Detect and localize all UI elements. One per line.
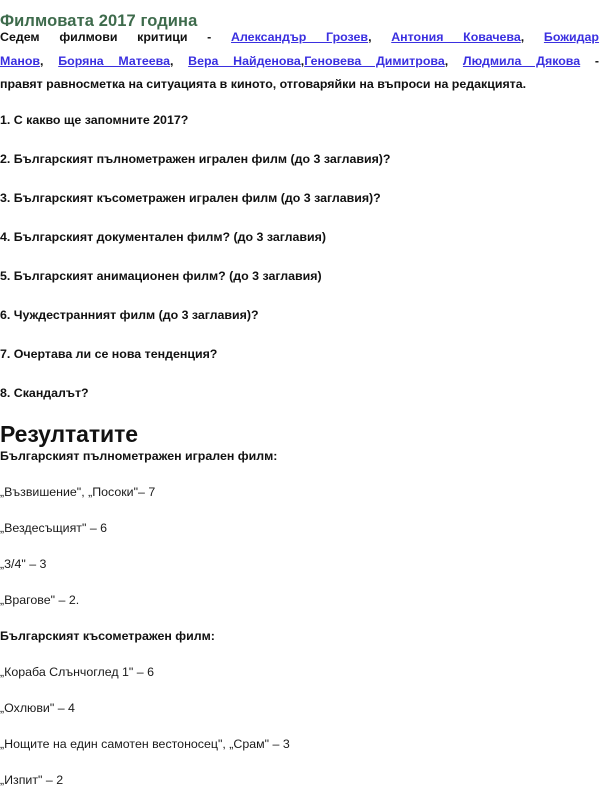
questions-list	[0, 112, 596, 424]
critic-link-2-part[interactable]: Божидар	[543, 30, 599, 44]
critic-link-1[interactable]: Антония Ковачева	[391, 30, 521, 44]
result-entry: „3/4" – 3	[0, 557, 47, 571]
result-entry: „Охлюви" – 4	[0, 701, 75, 715]
critic-link-6[interactable]: Людмила Дякова	[462, 53, 581, 68]
critic-sep-0: ,	[368, 30, 372, 44]
intro-line-1	[0, 26, 599, 50]
critic-sep-3: ,	[169, 53, 174, 68]
question-item: 8. Скандалът?	[0, 386, 89, 400]
question-item: 5. Българският анимационен филм? (до 3 заглавия)	[0, 269, 322, 283]
critic-sep-1: ,	[520, 30, 525, 44]
intro-dash: -	[207, 30, 212, 44]
intro-line-3: правят равносметка на ситуацията в киното, отговаряйки на въпроси на редакцията.	[0, 77, 527, 91]
results-heading: Резултатите	[0, 421, 138, 448]
question-item: 2. Българският пълнометражен игрален филм (до 3 заглавия)?	[0, 152, 391, 166]
question-item: 7. Очертава ли се нова тенденция?	[0, 347, 218, 361]
question-item: 1. С какво ще запомните 2017?	[0, 113, 189, 127]
result-entry: „Кораба Слънчоглед 1" – 6	[0, 665, 154, 679]
result-entry: „Възвишение", „Посоки"– 7	[0, 485, 156, 499]
intro-trailing-dash: -	[594, 53, 600, 68]
question-item: 6. Чуждестранният филм (до 3 заглавия)?	[0, 308, 259, 322]
critic-sep-5: ,	[444, 53, 449, 68]
critic-link-0[interactable]: Александър Грозев	[231, 30, 369, 44]
critic-link-5[interactable]: Геновева Димитрова	[304, 53, 445, 68]
intro-word-sedem: Седем	[0, 30, 40, 44]
page-title: Филмовата 2017 година	[0, 12, 198, 31]
intro-paragraph	[0, 26, 599, 97]
intro-word-kritici: критици	[137, 30, 188, 44]
results-section	[0, 448, 596, 808]
result-category-label: Българският пълнометражен игрален филм:	[0, 449, 278, 463]
critic-link-2-cont[interactable]: Манов	[0, 53, 41, 68]
question-item: 3. Българският късометражен игрален филм (до 3 заглавия)?	[0, 191, 381, 205]
result-entry: „Врагове" – 2.	[0, 593, 80, 607]
result-category-label: Българският късометражен филм:	[0, 629, 215, 643]
result-entry: „Изпит" – 2	[0, 773, 64, 787]
result-entry: „Нощите на един самотен вестоносец", „Срам" – 3	[0, 737, 290, 751]
critic-sep-2: ,	[40, 53, 44, 68]
critic-link-3[interactable]: Боряна Матеева	[58, 53, 170, 68]
intro-line-2	[0, 50, 599, 74]
critic-sep-4: ,	[300, 53, 305, 68]
intro-word-filmovi: филмови	[59, 30, 118, 44]
question-item: 4. Българският документален филм? (до 3 заглавия)	[0, 230, 326, 244]
result-entry: „Вездесъщият" – 6	[0, 521, 108, 535]
critic-link-4[interactable]: Вера Найденова	[188, 53, 301, 68]
